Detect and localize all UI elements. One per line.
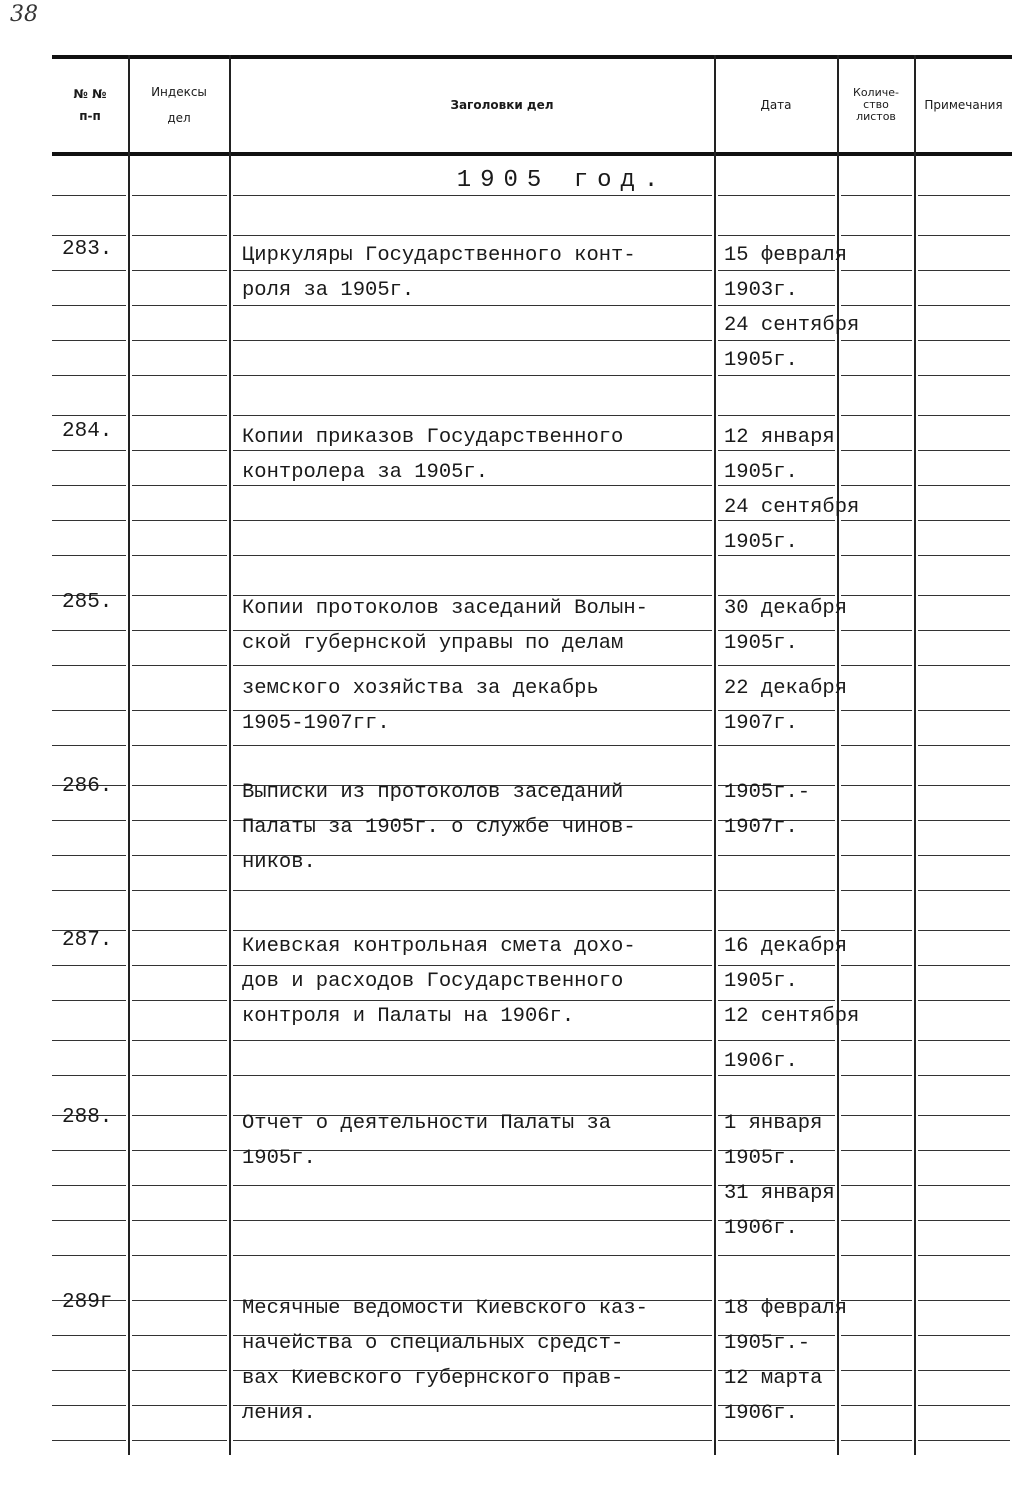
- date-line: 24 сентября: [724, 496, 860, 519]
- ruled-line: [52, 630, 126, 631]
- header-date-label: Дата: [760, 98, 792, 112]
- date-line: 1907г.: [724, 816, 798, 839]
- inventory-table: [52, 55, 1012, 1475]
- ruled-line: [132, 485, 227, 486]
- ruled-line: [918, 1300, 1010, 1301]
- ruled-line: [52, 235, 126, 236]
- title-line: Киевская контрольная смета дохо-: [242, 935, 636, 958]
- ruled-line: [841, 1115, 912, 1116]
- ruled-line: [918, 595, 1010, 596]
- ruled-line: [841, 1185, 912, 1186]
- header-sheets-label-2: ство: [863, 98, 889, 111]
- ruled-line: [132, 375, 227, 376]
- date-line: 1905г.-: [724, 1332, 811, 1355]
- ruled-line: [841, 785, 912, 786]
- date-line: 1905г.: [724, 461, 798, 484]
- header-date: [715, 55, 837, 155]
- title-line: контролера за 1905г.: [242, 461, 489, 484]
- entry-number: 288.: [62, 1106, 113, 1129]
- ruled-line: [841, 1440, 912, 1441]
- ruled-line: [132, 745, 227, 746]
- ruled-line: [52, 1040, 126, 1041]
- title-line: дов и расходов Государственного: [242, 970, 624, 993]
- ruled-line: [918, 630, 1010, 631]
- ruled-line: [132, 665, 227, 666]
- title-line: вах Киевского губернского прав-: [242, 1367, 624, 1390]
- ruled-line: [52, 1075, 126, 1076]
- entry-number: 289г: [62, 1291, 113, 1314]
- ruled-line: [132, 195, 227, 196]
- ruled-line: [918, 195, 1010, 196]
- title-line: ской губернской управы по делам: [242, 632, 624, 655]
- ruled-line: [841, 665, 912, 666]
- entry-title: [242, 929, 722, 1034]
- entry-number: 283.: [62, 238, 113, 261]
- header-index-label: Индексы: [151, 85, 207, 99]
- ruled-line: [718, 745, 835, 746]
- date-line: 18 февраля: [724, 1297, 848, 1320]
- ruled-line: [841, 890, 912, 891]
- ruled-line: [132, 1370, 227, 1371]
- ruled-line: [52, 415, 126, 416]
- ruled-line: [841, 1405, 912, 1406]
- ruled-line: [52, 855, 126, 856]
- entry-dates: [724, 929, 859, 1079]
- title-line: Копии протоколов заседаний Волын-: [242, 597, 648, 620]
- ruled-line: [132, 890, 227, 891]
- year-heading: 1905 год.: [456, 167, 668, 194]
- ruled-line: [233, 520, 712, 521]
- page-number: 38: [10, 2, 38, 27]
- entry-dates: [724, 238, 859, 378]
- ruled-line: [132, 1150, 227, 1151]
- header-title: [230, 55, 714, 155]
- entry-title: [242, 1291, 722, 1431]
- ruled-line: [233, 415, 712, 416]
- header-index-sublabel: дел: [167, 111, 191, 125]
- ruled-line: [233, 235, 712, 236]
- entry-title: [242, 591, 722, 741]
- ruled-line: [918, 890, 1010, 891]
- title-line: Отчет о деятельности Палаты за: [242, 1112, 612, 1135]
- ruled-line: [132, 1040, 227, 1041]
- ruled-line: [132, 785, 227, 786]
- ruled-line: [918, 965, 1010, 966]
- entry-number: 284.: [62, 420, 113, 443]
- ruled-line: [132, 450, 227, 451]
- ruled-line: [132, 1255, 227, 1256]
- header-sheets-label-3: листов: [856, 110, 896, 123]
- header-notes-label: Примечания: [924, 98, 1003, 112]
- ruled-line: [132, 1220, 227, 1221]
- ruled-line: [132, 1000, 227, 1001]
- ruled-line: [918, 1220, 1010, 1221]
- ruled-line: [52, 1185, 126, 1186]
- entry-dates: [724, 1106, 835, 1246]
- ruled-line: [918, 270, 1010, 271]
- ruled-line: [52, 1335, 126, 1336]
- ruled-line: [918, 305, 1010, 306]
- ruled-line: [52, 1370, 126, 1371]
- ruled-line: [918, 340, 1010, 341]
- date-line: 1903г.: [724, 279, 798, 302]
- ruled-line: [52, 450, 126, 451]
- ruled-line: [841, 1150, 912, 1151]
- date-line: 15 февраля: [724, 244, 848, 267]
- ruled-line: [233, 1075, 712, 1076]
- ruled-line: [918, 375, 1010, 376]
- ruled-line: [233, 375, 712, 376]
- title-line: Месячные ведомости Киевского каз-: [242, 1297, 648, 1320]
- date-line: 31 января: [724, 1182, 835, 1205]
- ruled-line: [918, 1150, 1010, 1151]
- date-line: 1905г.: [724, 349, 798, 372]
- ruled-line: [132, 1300, 227, 1301]
- date-line: 1 января: [724, 1112, 823, 1135]
- entry-title: [242, 420, 722, 490]
- ruled-line: [918, 745, 1010, 746]
- ruled-line: [52, 710, 126, 711]
- header-notes: [915, 55, 1012, 155]
- ruled-line: [918, 1040, 1010, 1041]
- ruled-line: [918, 1440, 1010, 1441]
- ruled-line: [918, 1115, 1010, 1116]
- ruled-line: [918, 710, 1010, 711]
- ruled-line: [841, 595, 912, 596]
- header-sheets-label: Количе-: [853, 86, 899, 99]
- date-line: 16 декабря: [724, 935, 848, 958]
- ruled-line: [233, 1255, 712, 1256]
- ruled-line: [718, 1440, 835, 1441]
- ruled-line: [132, 1440, 227, 1441]
- ruled-line: [718, 1255, 835, 1256]
- title-line: начейства о специальных средст-: [242, 1332, 624, 1355]
- ruled-line: [52, 745, 126, 746]
- ruled-line: [233, 1220, 712, 1221]
- ruled-line: [52, 820, 126, 821]
- ruled-line: [718, 235, 835, 236]
- ruled-line: [918, 1075, 1010, 1076]
- ruled-line: [52, 305, 126, 306]
- ruled-line: [52, 485, 126, 486]
- entry-title: [242, 1106, 722, 1176]
- entry-title: [242, 238, 722, 308]
- date-line: 1905г.: [724, 632, 798, 655]
- ruled-line: [841, 195, 912, 196]
- ruled-line: [132, 520, 227, 521]
- ruled-line: [918, 520, 1010, 521]
- ruled-line: [132, 965, 227, 966]
- ruled-line: [233, 745, 712, 746]
- ruled-line: [52, 1220, 126, 1221]
- ruled-line: [132, 710, 227, 711]
- ruled-line: [918, 1370, 1010, 1371]
- ruled-line: [718, 890, 835, 891]
- entry-dates: [724, 1291, 847, 1431]
- entry-number: 287.: [62, 929, 113, 952]
- ruled-line: [52, 340, 126, 341]
- ruled-line: [841, 235, 912, 236]
- title-line: контроля и Палаты на 1906г.: [242, 1005, 575, 1028]
- ruled-line: [718, 855, 835, 856]
- ruled-line: [918, 1185, 1010, 1186]
- header-number-sublabel: п-п: [79, 109, 101, 123]
- entry-number: 286.: [62, 775, 113, 798]
- ruled-line: [233, 1040, 712, 1041]
- ruled-line: [132, 1075, 227, 1076]
- ruled-line: [52, 890, 126, 891]
- header-sheets: [838, 55, 914, 155]
- ruled-line: [132, 820, 227, 821]
- ruled-line: [132, 235, 227, 236]
- ruled-line: [132, 595, 227, 596]
- ruled-line: [132, 340, 227, 341]
- ruled-line: [132, 1115, 227, 1116]
- ruled-line: [52, 375, 126, 376]
- ruled-line: [718, 415, 835, 416]
- title-line: Палаты за 1905г. о службе чинов-: [242, 816, 636, 839]
- ruled-line: [233, 195, 712, 196]
- ruled-line: [918, 1255, 1010, 1256]
- ruled-line: [918, 785, 1010, 786]
- ruled-line: [52, 270, 126, 271]
- ruled-line: [841, 710, 912, 711]
- ruled-line: [918, 1335, 1010, 1336]
- ruled-line: [52, 1405, 126, 1406]
- column-divider: [229, 55, 231, 1455]
- ruled-line: [52, 1440, 126, 1441]
- entry-title: [242, 775, 722, 880]
- title-line: 1905-1907гг.: [242, 712, 390, 735]
- date-line: 1905г.: [724, 531, 798, 554]
- ruled-line: [918, 820, 1010, 821]
- ruled-line: [841, 1255, 912, 1256]
- ruled-line: [132, 305, 227, 306]
- title-line: ников.: [242, 851, 316, 874]
- ruled-line: [132, 1185, 227, 1186]
- ruled-line: [52, 555, 126, 556]
- title-line: Циркуляры Государственного конт-: [242, 244, 636, 267]
- ruled-line: [841, 1335, 912, 1336]
- ruled-line: [918, 415, 1010, 416]
- entry-dates: [724, 775, 810, 845]
- date-line: 12 января: [724, 426, 835, 449]
- entry-dates: [724, 420, 859, 560]
- header-title-label: Заголовки дел: [450, 98, 554, 112]
- date-line: 1906г.: [724, 1050, 798, 1073]
- ruled-line: [233, 340, 712, 341]
- date-line: 1905г.-: [724, 781, 811, 804]
- ruled-line: [918, 450, 1010, 451]
- title-line: Выписки из протоколов заседаний: [242, 781, 624, 804]
- ruled-line: [132, 415, 227, 416]
- ruled-line: [918, 555, 1010, 556]
- title-line: роля за 1905г.: [242, 279, 415, 302]
- ruled-line: [132, 270, 227, 271]
- header-number: [52, 55, 128, 155]
- date-line: 1906г.: [724, 1217, 798, 1240]
- date-line: 1907г.: [724, 712, 798, 735]
- ruled-line: [841, 1370, 912, 1371]
- ruled-line: [918, 855, 1010, 856]
- column-divider: [914, 55, 916, 1455]
- ruled-line: [52, 1255, 126, 1256]
- entry-dates: [724, 591, 847, 741]
- ruled-line: [918, 1000, 1010, 1001]
- ruled-line: [841, 415, 912, 416]
- ruled-line: [52, 1000, 126, 1001]
- ruled-line: [52, 1150, 126, 1151]
- ruled-line: [841, 820, 912, 821]
- entry-number: 285.: [62, 591, 113, 614]
- date-line: 30 декабря: [724, 597, 848, 620]
- ruled-line: [132, 1335, 227, 1336]
- title-line: земского хозяйства за декабрь: [242, 677, 599, 700]
- ruled-line: [841, 630, 912, 631]
- ruled-line: [233, 1185, 712, 1186]
- date-line: 12 марта: [724, 1367, 823, 1390]
- ruled-line: [132, 930, 227, 931]
- ruled-line: [918, 235, 1010, 236]
- ruled-line: [918, 930, 1010, 931]
- ruled-line: [841, 1220, 912, 1221]
- ruled-line: [918, 1405, 1010, 1406]
- ruled-line: [132, 630, 227, 631]
- date-line: 22 декабря: [724, 677, 848, 700]
- date-line: 24 сентября: [724, 314, 860, 337]
- ruled-line: [233, 1440, 712, 1441]
- date-line: 1905г.: [724, 970, 798, 993]
- ruled-line: [841, 855, 912, 856]
- ruled-line: [918, 665, 1010, 666]
- header-number-label: № №: [73, 87, 107, 101]
- date-line: 1905г.: [724, 1147, 798, 1170]
- header-index: [129, 55, 229, 155]
- date-line: 1906г.: [724, 1402, 798, 1425]
- ruled-line: [841, 1300, 912, 1301]
- column-divider: [128, 55, 130, 1455]
- ruled-line: [52, 195, 126, 196]
- ruled-line: [132, 555, 227, 556]
- title-line: ления.: [242, 1402, 316, 1425]
- title-line: 1905г.: [242, 1147, 316, 1170]
- ruled-line: [718, 195, 835, 196]
- ruled-line: [52, 965, 126, 966]
- ruled-line: [132, 855, 227, 856]
- date-line: 12 сентября: [724, 1005, 860, 1028]
- ruled-line: [52, 520, 126, 521]
- ruled-line: [52, 665, 126, 666]
- ruled-line: [233, 555, 712, 556]
- ruled-line: [841, 745, 912, 746]
- ruled-line: [132, 1405, 227, 1406]
- ruled-line: [233, 890, 712, 891]
- title-line: Копии приказов Государственного: [242, 426, 624, 449]
- ruled-line: [918, 485, 1010, 486]
